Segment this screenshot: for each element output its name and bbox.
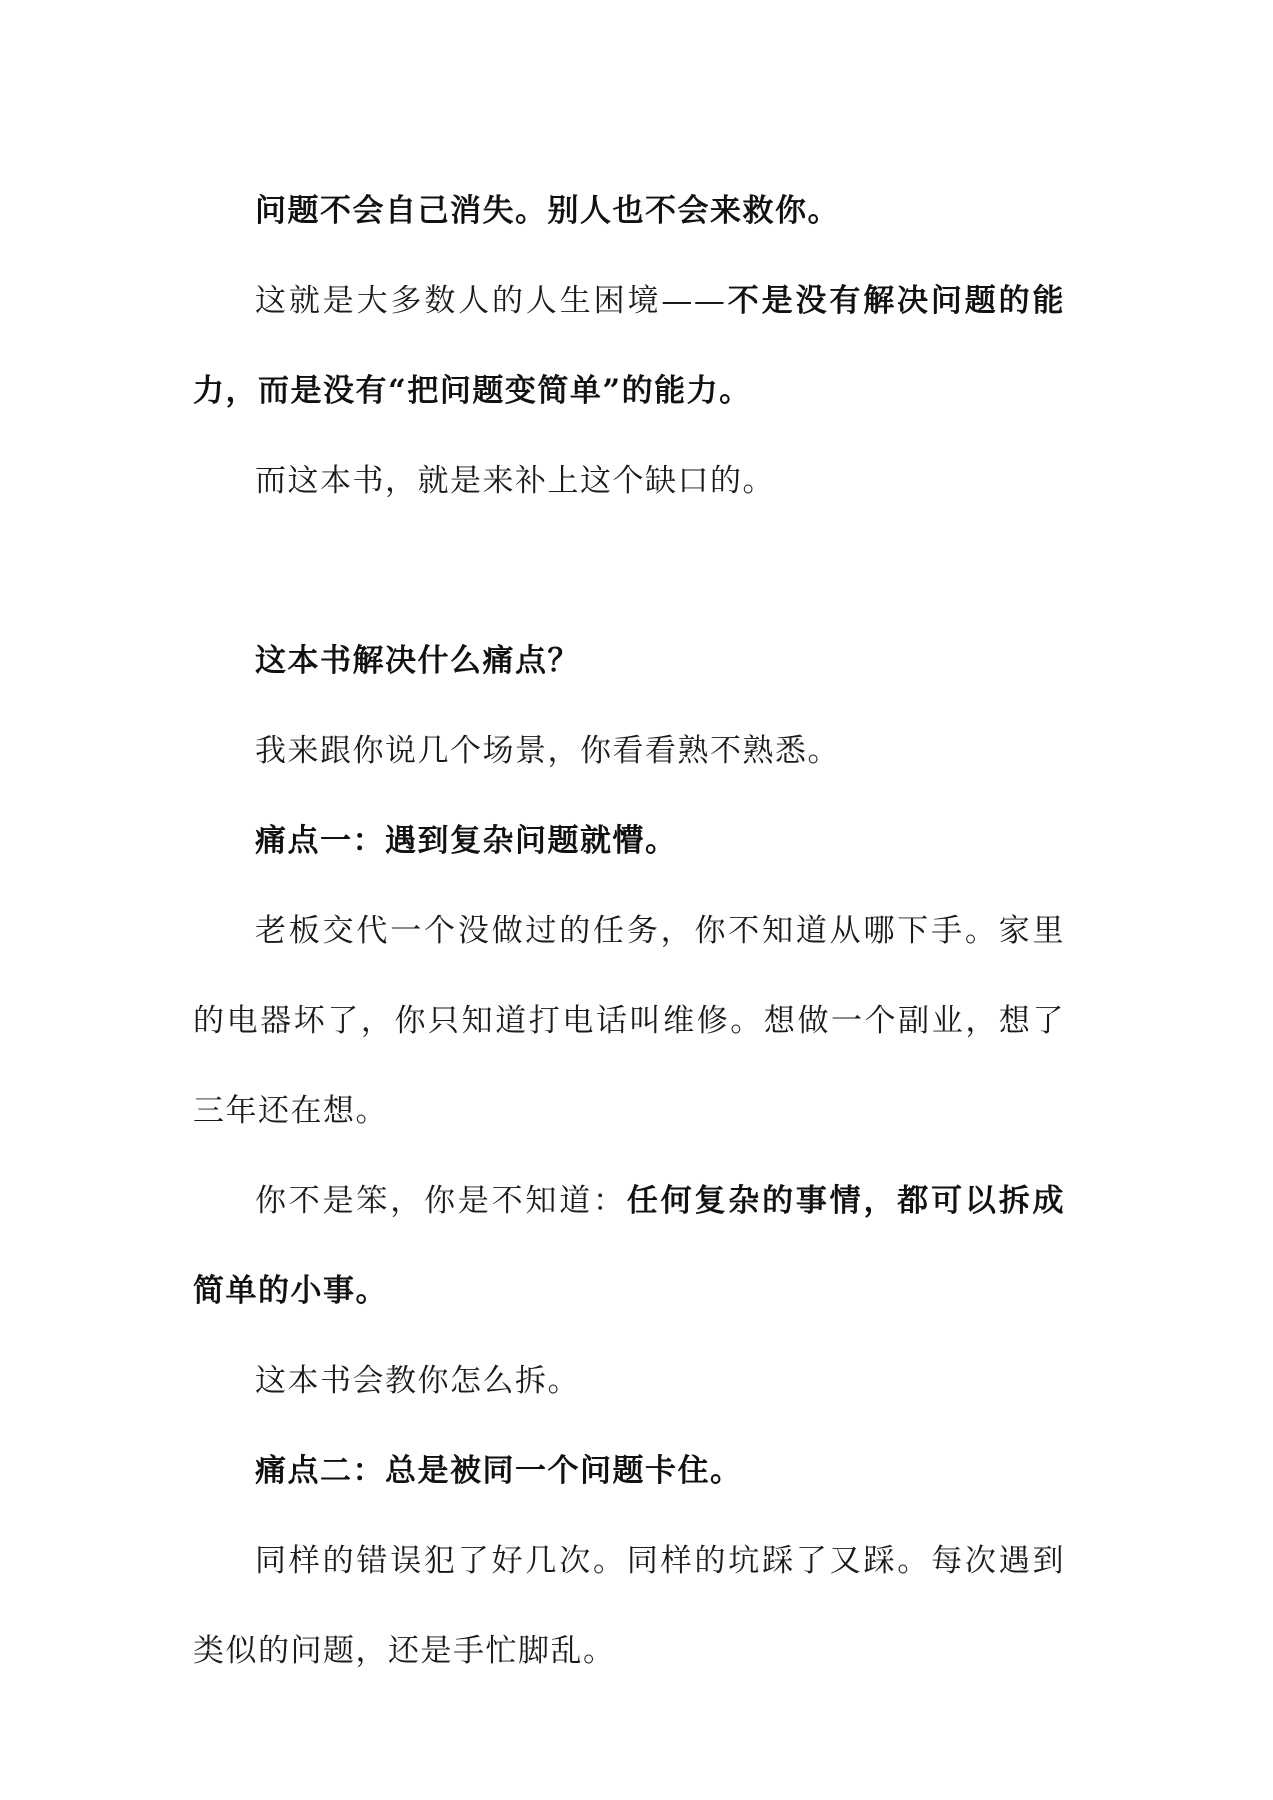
paragraph-not-stupid — [193, 1156, 1065, 1336]
section-heading-pain-points — [193, 616, 1065, 706]
bold-text: 这本书解决什么痛点？ — [255, 643, 580, 679]
plain-text: 这本书会教你怎么拆。 — [255, 1363, 580, 1399]
plain-text: 我来跟你说几个场景，你看看熟不熟悉。 — [255, 733, 840, 769]
plain-text: 而这本书，就是来补上这个缺口的。 — [255, 463, 775, 499]
bold-text: 任何复杂的事情，都可以拆成简单的小事。 — [193, 1183, 1066, 1309]
section-gap — [193, 526, 1065, 616]
paragraph-problem-wont-vanish — [193, 166, 1065, 256]
pain-point-one-heading — [193, 796, 1065, 886]
plain-text: 这就是大多数人的人生困境—— — [255, 283, 727, 319]
bold-text: 问题不会自己消失。别人也不会来救你。 — [255, 193, 840, 229]
bold-text: 不是没有解决问题的能力，而是没有“把问题变简单”的能力。 — [193, 283, 1066, 409]
bold-text: 痛点二：总是被同一个问题卡住。 — [255, 1453, 743, 1489]
plain-text: 老板交代一个没做过的任务，你不知道从哪下手。家里的电器坏了，你只知道打电话叫维修。想做一个副业，想了三年还在想。 — [193, 913, 1065, 1129]
plain-text: 同样的错误犯了好几次。同样的坑踩了又踩。每次遇到类似的问题，还是手忙脚乱。 — [193, 1543, 1065, 1669]
plain-text: 你不是笨，你是不知道： — [255, 1183, 627, 1219]
paragraph-scenarios-intro — [193, 706, 1065, 796]
paragraph-book-teaches-breakdown — [193, 1336, 1065, 1426]
pain-point-two-heading — [193, 1426, 1065, 1516]
paragraph-book-fills-gap — [193, 436, 1065, 526]
bold-text: 痛点一：遇到复杂问题就懵。 — [255, 823, 678, 859]
paragraph-pain-point-two-examples — [193, 1516, 1065, 1696]
paragraph-pain-point-one-examples — [193, 886, 1065, 1156]
paragraph-life-dilemma — [193, 256, 1065, 436]
document-body — [193, 166, 1065, 1696]
